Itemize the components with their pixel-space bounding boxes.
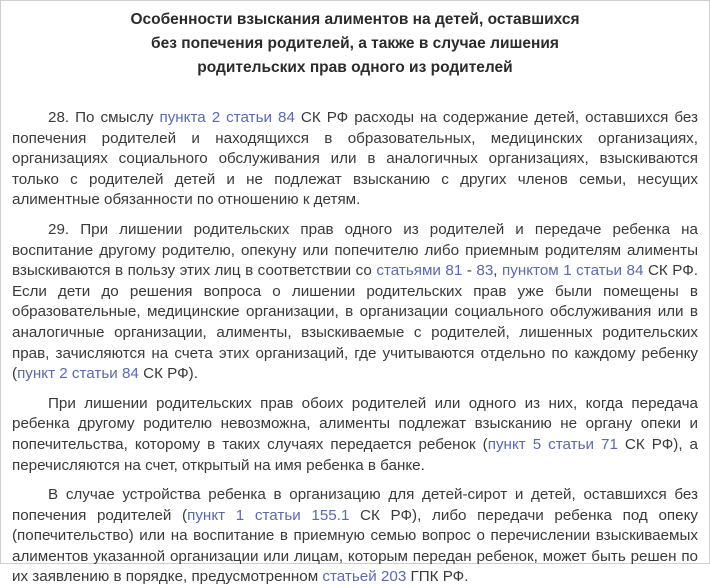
paragraph-text: - (462, 262, 477, 280)
paragraph-text: 29. При лишении родительских прав одного из родителей и передаче ребенка на воспитание другому родителю, опекуну или попечителю либо приемным родителям алименты взыскиваются в пользу этих лиц в соответствии со (12, 220, 698, 280)
heading-line: Особенности взыскания алиментов на детей, оставшихся (130, 11, 580, 28)
heading-line: без попечения родителей, а также в случае лишения (151, 35, 559, 52)
heading-line: родительских прав одного из родителей (197, 59, 513, 76)
paragraph (12, 485, 698, 588)
paragraph-text: СК РФ. Если дети до решения вопроса о лишении родительских прав уже были помещены в образовательные, медицинские организации, в организации социального обслуживания или в аналогичные организации, алименты, взыскиваемые с родителей, лишенных родительских прав, зачисляются на счета этих организаций, где учитываются отдельно по каждому ребенку ( (12, 262, 698, 383)
paragraph-text: СК РФ), а перечисляются на счет, открытый на имя ребенка в банке. (12, 435, 698, 474)
document-body (12, 108, 698, 588)
law-reference-link[interactable]: пункт 5 статьи 71 (487, 435, 618, 453)
law-reference-link[interactable]: статьями 81 (376, 262, 463, 280)
paragraph-text: СК РФ), либо передачи ребенка под опеку (попечительство) или на воспитание в приемную семью вопрос о перечислении взыскиваемых алиментов указанной организации или лицам, которым передан ребенок, может быть решен по их заявлению в порядке, предусмотренном (12, 506, 698, 586)
law-reference-link[interactable]: 83 (476, 262, 494, 280)
paragraph-text: , (493, 262, 503, 280)
paragraph-text: При лишении родительских прав обоих родителей или одного из них, когда передача ребенка другому родителю невозможна, алименты подлежат взысканию не органу опеки и попечительства, которому в таких случаях передается ребенок ( (12, 394, 698, 453)
paragraph (12, 220, 698, 385)
paragraph (12, 108, 698, 211)
law-reference-link[interactable]: пунктом 1 статьи 84 (502, 262, 644, 280)
law-reference-link[interactable]: пункт 2 статьи 84 (17, 365, 139, 383)
law-reference-link[interactable]: пункт 1 статьи 155.1 (187, 506, 350, 524)
paragraph (12, 394, 698, 476)
paragraph-text: СК РФ расходы на содержание детей, оставшихся без попечения родителей и находящихся в образовательных, медицинских организациях, организациях социального обслуживания или в аналогичных организациях, взыскиваются только с родителей детей и не подлежат взысканию с других членов семьи, несущих алиментные обязанности по отношению к детям. (12, 109, 698, 209)
law-reference-link[interactable]: статьей 203 (322, 568, 407, 586)
law-reference-link[interactable]: пункта 2 статьи 84 (159, 109, 295, 126)
paragraph-text: СК РФ). (138, 365, 198, 383)
paragraph-text: ГПК РФ. (406, 568, 469, 586)
section-heading (1, 8, 709, 80)
paragraph-text: 28. По смыслу (48, 109, 160, 126)
paragraph-text: В случае устройства ребенка в организацию для детей-сирот и детей, оставшихся без попечения родителей ( (12, 486, 698, 524)
